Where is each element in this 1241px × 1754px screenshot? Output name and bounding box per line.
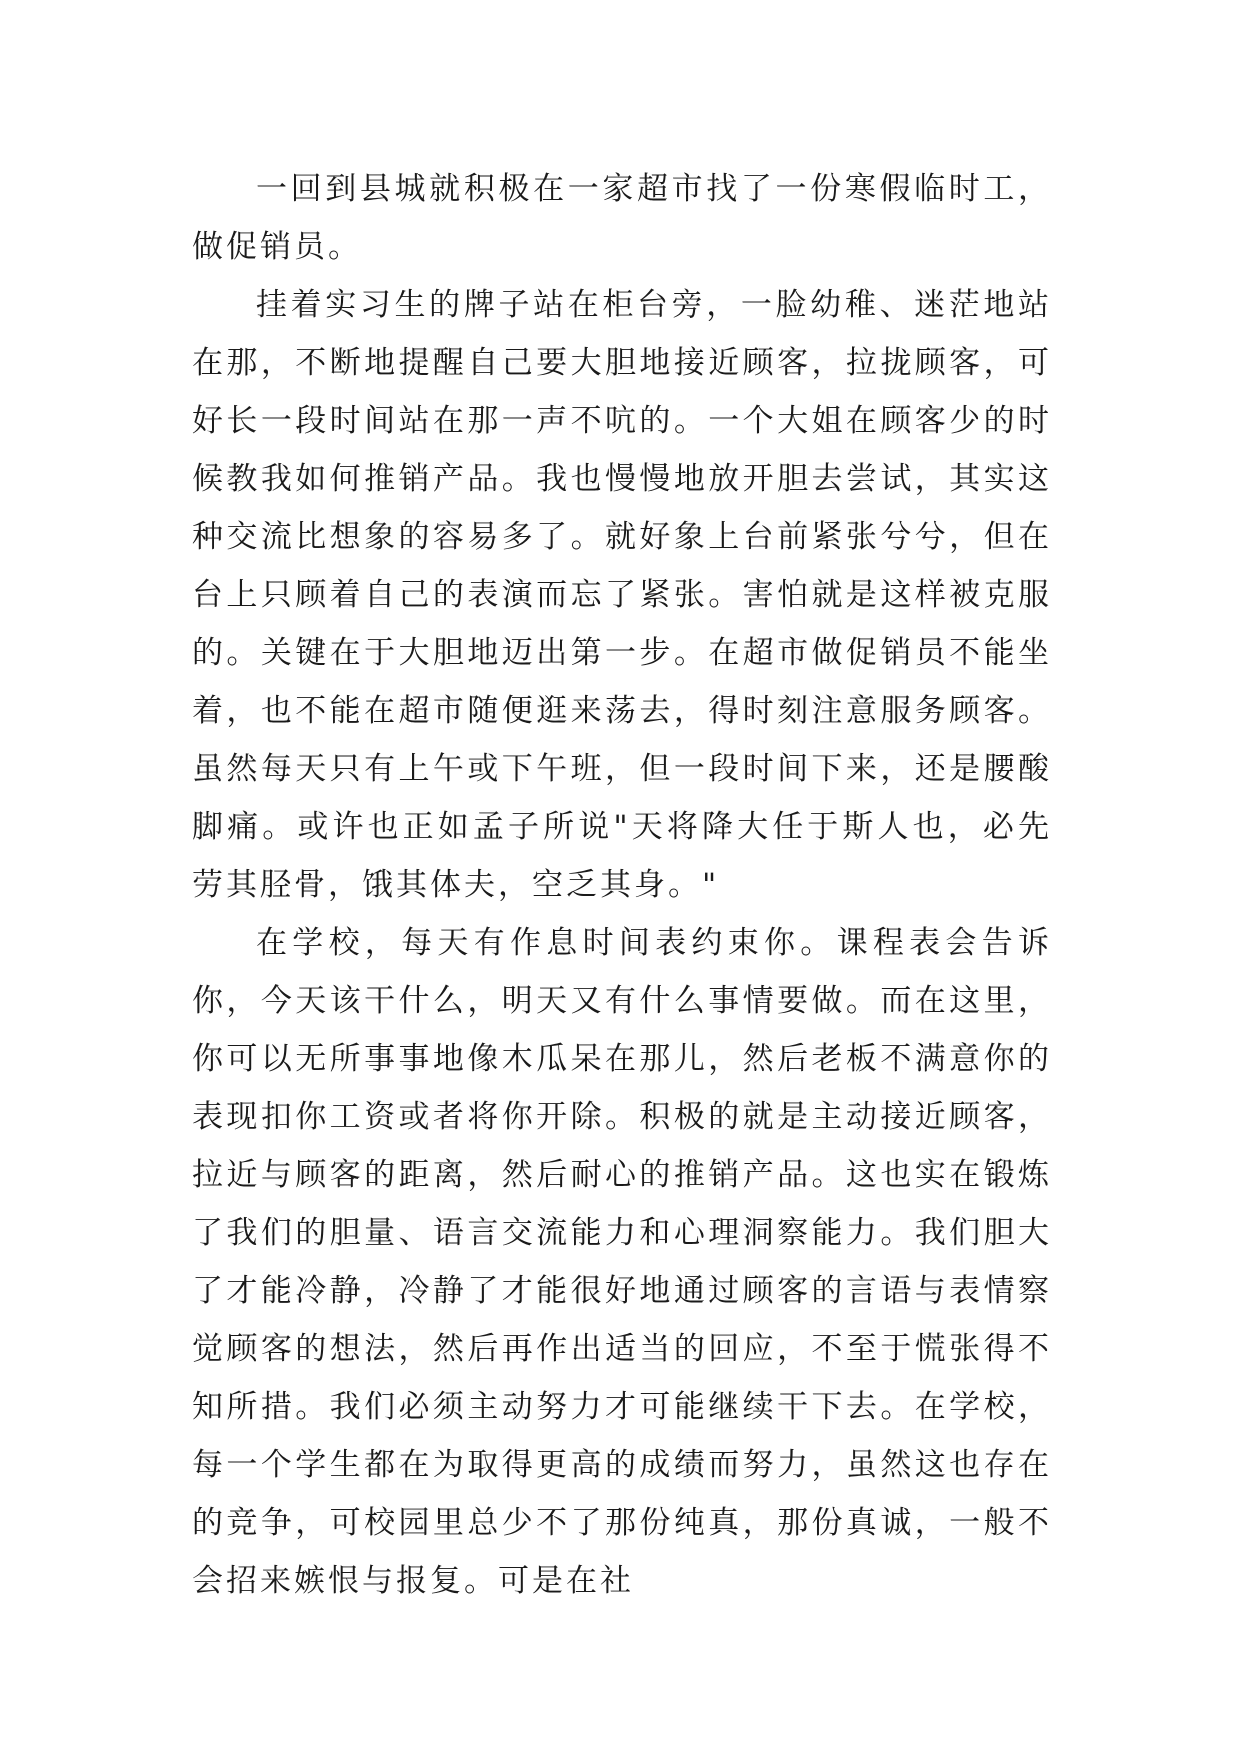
document-body: [192, 160, 1052, 1610]
paragraph-1: 一回到县城就积极在一家超市找了一份寒假临时工，做促销员。: [192, 171, 1052, 265]
paragraph-3: 在学校，每天有作息时间表约束你。课程表会告诉你，今天该干什么，明天又有什么事情要做。而在这里，你可以无所事事地像木瓜呆在那儿，然后老板不满意你的表现扣你工资或者将你开除。积极的就是主动接近顾客，拉近与顾客的距离，然后耐心的推销产品。这也实在锻炼了我们的胆量、语言交流能力和心理洞察能力。我们胆大了才能冷静，冷静了才能很好地通过顾客的言语与表情察觉顾客的想法，然后再作出适当的回应，不至于慌张得不知所措。我们必须主动努力才可能继续干下去。在学校，每一个学生都在为取得更高的成绩而努力，虽然这也存在的竞争，可校园里总少不了那份纯真，那份真诚，一般不会招来嫉恨与报复。可是在社: [192, 925, 1052, 1599]
paragraph-2: 挂着实习生的牌子站在柜台旁，一脸幼稚、迷茫地站在那，不断地提醒自己要大胆地接近顾客，拉拢顾客，可好长一段时间站在那一声不吭的。一个大姐在顾客少的时候教我如何推销产品。我也慢慢地放开胆去尝试，其实这种交流比想象的容易多了。就好象上台前紧张兮兮，但在台上只顾着自己的表演而忘了紧张。害怕就是这样被克服的。关键在于大胆地迈出第一步。在超市做促销员不能坐着，也不能在超市随便逛来荡去，得时刻注意服务顾客。虽然每天只有上午或下午班，但一段时间下来，还是腰酸脚痛。或许也正如孟子所说"天将降大任于斯人也，必先劳其胫骨，饿其体夫，空乏其身。": [192, 287, 1052, 903]
